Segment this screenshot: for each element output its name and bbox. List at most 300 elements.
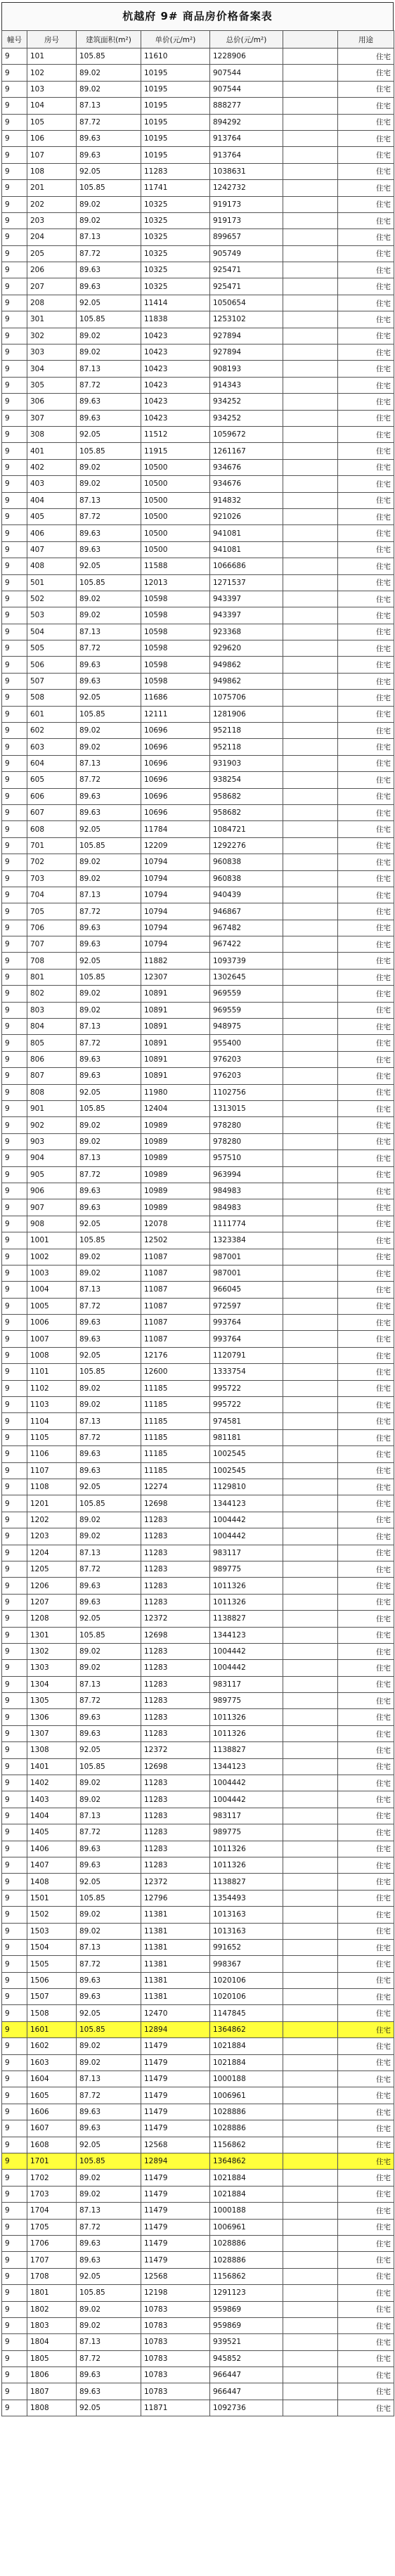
header-total-price: 总价(元/m²) (210, 31, 283, 49)
table-row (2, 673, 394, 689)
table-row (2, 1446, 394, 1462)
usage-cell: 住宅 (338, 426, 394, 442)
building-cell: 9 (2, 607, 27, 624)
building-cell: 9 (2, 640, 27, 657)
table-row (2, 394, 394, 410)
unit-price-cell: 10598 (141, 624, 210, 640)
unit-price-cell: 11087 (141, 1298, 210, 1314)
area-cell: 89.63 (77, 804, 141, 820)
building-cell: 9 (2, 1117, 27, 1133)
total-price-cell: 995722 (210, 1380, 283, 1396)
area-cell: 89.02 (77, 2054, 141, 2071)
usage-cell: 住宅 (338, 49, 394, 65)
table-row (2, 1199, 394, 1216)
total-price-cell: 1111774 (210, 1216, 283, 1232)
total-price-cell: 1028886 (210, 2235, 283, 2251)
room-cell: 303 (27, 344, 77, 361)
total-price-cell: 1344123 (210, 1758, 283, 1775)
area-cell: 89.02 (77, 1643, 141, 1659)
blank-cell (283, 1939, 338, 1955)
unit-price-cell: 12568 (141, 2268, 210, 2284)
table-row (2, 1117, 394, 1133)
blank-cell (283, 1315, 338, 1331)
usage-cell: 住宅 (338, 837, 394, 854)
total-price-cell: 1021884 (210, 2054, 283, 2071)
room-cell: 1307 (27, 1725, 77, 1741)
area-cell: 87.72 (77, 1824, 141, 1841)
blank-cell (283, 1232, 338, 1249)
usage-cell: 住宅 (338, 1709, 394, 1725)
blank-cell (283, 1841, 338, 1857)
usage-cell: 住宅 (338, 772, 394, 788)
usage-cell: 住宅 (338, 821, 394, 837)
building-cell: 9 (2, 1611, 27, 1627)
total-price-cell: 1066686 (210, 558, 283, 574)
blank-cell (283, 1216, 338, 1232)
room-cell: 1801 (27, 2285, 77, 2301)
building-cell: 9 (2, 1528, 27, 1545)
usage-cell: 住宅 (338, 607, 394, 624)
building-cell: 9 (2, 508, 27, 524)
blank-cell (283, 410, 338, 426)
blank-cell (283, 1594, 338, 1610)
total-price-cell: 913764 (210, 147, 283, 163)
unit-price-cell: 11087 (141, 1315, 210, 1331)
room-cell: 1303 (27, 1660, 77, 1676)
unit-price-cell: 11087 (141, 1282, 210, 1298)
total-price-cell: 991652 (210, 1939, 283, 1955)
blank-cell (283, 1907, 338, 1923)
area-cell: 105.85 (77, 1758, 141, 1775)
usage-cell: 住宅 (338, 1347, 394, 1363)
table-row (2, 1857, 394, 1873)
building-cell: 9 (2, 1775, 27, 1791)
room-cell: 808 (27, 1084, 77, 1100)
room-cell: 1503 (27, 1923, 77, 1939)
room-cell: 702 (27, 854, 77, 870)
area-cell: 89.02 (77, 1791, 141, 1808)
unit-price-cell: 11479 (141, 2186, 210, 2202)
room-cell: 1206 (27, 1578, 77, 1594)
unit-price-cell: 11479 (141, 2071, 210, 2087)
building-cell: 9 (2, 1907, 27, 1923)
building-cell: 9 (2, 2301, 27, 2317)
table-row (2, 1298, 394, 1314)
table-row (2, 690, 394, 706)
area-cell: 105.85 (77, 574, 141, 591)
building-cell: 9 (2, 1857, 27, 1873)
table-row (2, 1528, 394, 1545)
building-cell: 9 (2, 887, 27, 903)
building-cell: 9 (2, 903, 27, 920)
room-cell: 407 (27, 541, 77, 558)
table-row (2, 1643, 394, 1659)
area-cell: 92.05 (77, 1479, 141, 1495)
area-cell: 105.85 (77, 2153, 141, 2170)
unit-price-cell: 11283 (141, 1512, 210, 1528)
total-price-cell: 1011326 (210, 1841, 283, 1857)
unit-price-cell: 11479 (141, 2054, 210, 2071)
usage-cell: 住宅 (338, 1019, 394, 1035)
table-row (2, 706, 394, 722)
building-cell: 9 (2, 870, 27, 887)
usage-cell: 住宅 (338, 690, 394, 706)
unit-price-cell: 12568 (141, 2137, 210, 2153)
unit-price-cell: 11512 (141, 426, 210, 442)
blank-cell (283, 2038, 338, 2054)
total-price-cell: 995722 (210, 1397, 283, 1413)
usage-cell: 住宅 (338, 739, 394, 755)
area-cell: 92.05 (77, 1347, 141, 1363)
room-cell: 706 (27, 920, 77, 936)
table-row (2, 903, 394, 920)
total-price-cell: 1281906 (210, 706, 283, 722)
area-cell: 89.63 (77, 410, 141, 426)
blank-cell (283, 1462, 338, 1479)
unit-price-cell: 12404 (141, 1101, 210, 1117)
header-blank (283, 31, 338, 49)
usage-cell: 住宅 (338, 1528, 394, 1545)
room-cell: 1408 (27, 1874, 77, 1890)
area-cell: 105.85 (77, 1101, 141, 1117)
unit-price-cell: 12698 (141, 1627, 210, 1643)
area-cell: 92.05 (77, 2268, 141, 2284)
header-row (2, 31, 394, 49)
room-cell: 405 (27, 508, 77, 524)
table-row (2, 459, 394, 475)
usage-cell: 住宅 (338, 657, 394, 673)
usage-cell: 住宅 (338, 1742, 394, 1758)
table-row (2, 1594, 394, 1610)
area-cell: 92.05 (77, 821, 141, 837)
area-cell: 89.63 (77, 1841, 141, 1857)
unit-price-cell: 10783 (141, 2317, 210, 2333)
room-cell: 1205 (27, 1561, 77, 1577)
table-row (2, 2170, 394, 2186)
unit-price-cell: 11185 (141, 1446, 210, 1462)
usage-cell: 住宅 (338, 1939, 394, 1955)
area-cell: 89.02 (77, 591, 141, 607)
table-row (2, 1315, 394, 1331)
building-cell: 9 (2, 130, 27, 146)
unit-price-cell: 11871 (141, 2400, 210, 2416)
room-cell: 1406 (27, 1841, 77, 1857)
unit-price-cell: 11283 (141, 1824, 210, 1841)
unit-price-cell: 11283 (141, 1725, 210, 1741)
building-cell: 9 (2, 1923, 27, 1939)
room-cell: 304 (27, 361, 77, 377)
table-row (2, 788, 394, 804)
usage-cell: 住宅 (338, 114, 394, 130)
unit-price-cell: 10891 (141, 1019, 210, 1035)
unit-price-cell: 10423 (141, 328, 210, 344)
unit-price-cell: 10500 (141, 459, 210, 475)
total-price-cell: 1000188 (210, 2203, 283, 2219)
room-cell: 1803 (27, 2317, 77, 2333)
sheet-title: 杭越府 9# 商品房价格备案表 (1, 2, 394, 30)
unit-price-cell: 11479 (141, 2252, 210, 2268)
building-cell: 9 (2, 1298, 27, 1314)
total-price-cell: 1354493 (210, 1890, 283, 1906)
room-cell: 202 (27, 196, 77, 212)
unit-price-cell: 12600 (141, 1364, 210, 1380)
total-price-cell: 1129810 (210, 1479, 283, 1495)
total-price-cell: 983117 (210, 1676, 283, 1692)
usage-cell: 住宅 (338, 1808, 394, 1824)
table-row (2, 1035, 394, 1051)
building-cell: 9 (2, 2367, 27, 2383)
table-row (2, 1101, 394, 1117)
blank-cell (283, 2317, 338, 2333)
total-price-cell: 914832 (210, 492, 283, 508)
building-cell: 9 (2, 1133, 27, 1149)
table-row (2, 2400, 394, 2416)
building-cell: 9 (2, 1824, 27, 1841)
usage-cell: 住宅 (338, 1643, 394, 1659)
blank-cell (283, 180, 338, 196)
usage-cell: 住宅 (338, 1068, 394, 1084)
building-cell: 9 (2, 1429, 27, 1445)
total-price-cell: 1028886 (210, 2120, 283, 2137)
area-cell: 87.13 (77, 1808, 141, 1824)
total-price-cell: 1011326 (210, 1578, 283, 1594)
total-price-cell: 929620 (210, 640, 283, 657)
total-price-cell: 1344123 (210, 1495, 283, 1512)
price-filing-sheet (1, 2, 394, 2416)
blank-cell (283, 772, 338, 788)
building-cell: 9 (2, 772, 27, 788)
usage-cell: 住宅 (338, 1907, 394, 1923)
usage-cell: 住宅 (338, 1232, 394, 1249)
total-price-cell: 1004442 (210, 1512, 283, 1528)
usage-cell: 住宅 (338, 1051, 394, 1067)
area-cell: 89.02 (77, 1249, 141, 1265)
unit-price-cell: 12307 (141, 969, 210, 985)
usage-cell: 住宅 (338, 443, 394, 459)
blank-cell (283, 1265, 338, 1281)
unit-price-cell: 12176 (141, 1347, 210, 1363)
area-cell: 92.05 (77, 1084, 141, 1100)
building-cell: 9 (2, 953, 27, 969)
blank-cell (283, 1857, 338, 1873)
area-cell: 89.02 (77, 459, 141, 475)
room-cell: 506 (27, 657, 77, 673)
building-cell: 9 (2, 574, 27, 591)
blank-cell (283, 2252, 338, 2268)
area-cell: 89.63 (77, 936, 141, 953)
table-row (2, 1397, 394, 1413)
total-price-cell: 966045 (210, 1282, 283, 1298)
blank-cell (283, 837, 338, 854)
blank-cell (283, 1676, 338, 1692)
room-cell: 1506 (27, 1972, 77, 1988)
blank-cell (283, 969, 338, 985)
room-cell: 1108 (27, 1479, 77, 1495)
room-cell: 1003 (27, 1265, 77, 1281)
room-cell: 1601 (27, 2021, 77, 2037)
table-row (2, 49, 394, 65)
unit-price-cell: 10500 (141, 508, 210, 524)
room-cell: 1105 (27, 1429, 77, 1445)
room-cell: 1606 (27, 2104, 77, 2120)
usage-cell: 住宅 (338, 1824, 394, 1841)
total-price-cell: 949862 (210, 673, 283, 689)
unit-price-cell: 10696 (141, 755, 210, 771)
area-cell: 92.05 (77, 426, 141, 442)
area-cell: 87.13 (77, 1939, 141, 1955)
unit-price-cell: 10325 (141, 196, 210, 212)
usage-cell: 住宅 (338, 245, 394, 262)
total-price-cell: 963994 (210, 1166, 283, 1183)
room-cell: 201 (27, 180, 77, 196)
total-price-cell: 1006961 (210, 2087, 283, 2104)
blank-cell (283, 1561, 338, 1577)
usage-cell: 住宅 (338, 1972, 394, 1988)
total-price-cell: 1313015 (210, 1101, 283, 1117)
area-cell: 89.63 (77, 2104, 141, 2120)
blank-cell (283, 1019, 338, 1035)
blank-cell (283, 2285, 338, 2301)
building-cell: 9 (2, 1758, 27, 1775)
usage-cell: 住宅 (338, 180, 394, 196)
building-cell: 9 (2, 1627, 27, 1643)
unit-price-cell: 11185 (141, 1413, 210, 1429)
blank-cell (283, 1874, 338, 1890)
usage-cell: 住宅 (338, 1315, 394, 1331)
building-cell: 9 (2, 541, 27, 558)
usage-cell: 住宅 (338, 755, 394, 771)
blank-cell (283, 114, 338, 130)
table-row (2, 1216, 394, 1232)
usage-cell: 住宅 (338, 706, 394, 722)
usage-cell: 住宅 (338, 1183, 394, 1199)
blank-cell (283, 1725, 338, 1741)
area-cell: 105.85 (77, 2021, 141, 2037)
room-cell: 704 (27, 887, 77, 903)
table-row (2, 196, 394, 212)
room-cell: 107 (27, 147, 77, 163)
area-cell: 89.63 (77, 1989, 141, 2005)
table-row (2, 2268, 394, 2284)
building-cell: 9 (2, 1265, 27, 1281)
total-price-cell: 976203 (210, 1051, 283, 1067)
usage-cell: 住宅 (338, 2301, 394, 2317)
unit-price-cell: 10794 (141, 936, 210, 953)
area-cell: 89.63 (77, 1709, 141, 1725)
building-cell: 9 (2, 81, 27, 97)
unit-price-cell: 10783 (141, 2383, 210, 2400)
total-price-cell: 943397 (210, 607, 283, 624)
usage-cell: 住宅 (338, 2383, 394, 2400)
room-cell: 806 (27, 1051, 77, 1067)
usage-cell: 住宅 (338, 2285, 394, 2301)
usage-cell: 住宅 (338, 673, 394, 689)
area-cell: 87.72 (77, 1956, 141, 1972)
blank-cell (283, 476, 338, 492)
blank-cell (283, 673, 338, 689)
building-cell: 9 (2, 1495, 27, 1512)
building-cell: 9 (2, 1479, 27, 1495)
area-cell: 89.63 (77, 788, 141, 804)
usage-cell: 住宅 (338, 295, 394, 311)
room-cell: 606 (27, 788, 77, 804)
room-cell: 508 (27, 690, 77, 706)
total-price-cell: 927894 (210, 344, 283, 361)
unit-price-cell: 11185 (141, 1462, 210, 1479)
blank-cell (283, 130, 338, 146)
blank-cell (283, 2005, 338, 2021)
blank-cell (283, 1890, 338, 1906)
usage-cell: 住宅 (338, 624, 394, 640)
blank-cell (283, 1758, 338, 1775)
total-price-cell: 984983 (210, 1183, 283, 1199)
room-cell: 1308 (27, 1742, 77, 1758)
usage-cell: 住宅 (338, 1660, 394, 1676)
total-price-cell: 989775 (210, 1561, 283, 1577)
room-cell: 1707 (27, 2252, 77, 2268)
room-cell: 1001 (27, 1232, 77, 1249)
building-cell: 9 (2, 1380, 27, 1396)
blank-cell (283, 443, 338, 459)
table-row (2, 1693, 394, 1709)
area-cell: 87.13 (77, 1150, 141, 1166)
usage-cell: 住宅 (338, 903, 394, 920)
area-cell: 92.05 (77, 2005, 141, 2021)
unit-price-cell: 10598 (141, 591, 210, 607)
building-cell: 9 (2, 1249, 27, 1265)
usage-cell: 住宅 (338, 1364, 394, 1380)
room-cell: 1002 (27, 1249, 77, 1265)
usage-cell: 住宅 (338, 344, 394, 361)
room-cell: 1304 (27, 1676, 77, 1692)
area-cell: 89.63 (77, 1051, 141, 1067)
building-cell: 9 (2, 1890, 27, 1906)
table-row (2, 426, 394, 442)
total-price-cell: 955400 (210, 1035, 283, 1051)
area-cell: 105.85 (77, 1627, 141, 1643)
room-cell: 901 (27, 1101, 77, 1117)
usage-cell: 住宅 (338, 2054, 394, 2071)
usage-cell: 住宅 (338, 311, 394, 328)
building-cell: 9 (2, 1331, 27, 1347)
room-cell: 307 (27, 410, 77, 426)
table-row (2, 1956, 394, 1972)
usage-cell: 住宅 (338, 1282, 394, 1298)
unit-price-cell: 11882 (141, 953, 210, 969)
blank-cell (283, 492, 338, 508)
table-row (2, 870, 394, 887)
usage-cell: 住宅 (338, 558, 394, 574)
total-price-cell: 913764 (210, 130, 283, 146)
unit-price-cell: 10794 (141, 854, 210, 870)
unit-price-cell: 12470 (141, 2005, 210, 2021)
usage-cell: 住宅 (338, 147, 394, 163)
total-price-cell: 948975 (210, 1019, 283, 1035)
table-row (2, 410, 394, 426)
total-price-cell: 923368 (210, 624, 283, 640)
total-price-cell: 925471 (210, 262, 283, 278)
total-price-cell: 1011326 (210, 1594, 283, 1610)
total-price-cell: 967422 (210, 936, 283, 953)
table-row (2, 180, 394, 196)
unit-price-cell: 10598 (141, 657, 210, 673)
room-cell: 505 (27, 640, 77, 657)
building-cell: 9 (2, 804, 27, 820)
table-row (2, 574, 394, 591)
usage-cell: 住宅 (338, 574, 394, 591)
room-cell: 208 (27, 295, 77, 311)
room-cell: 1106 (27, 1446, 77, 1462)
